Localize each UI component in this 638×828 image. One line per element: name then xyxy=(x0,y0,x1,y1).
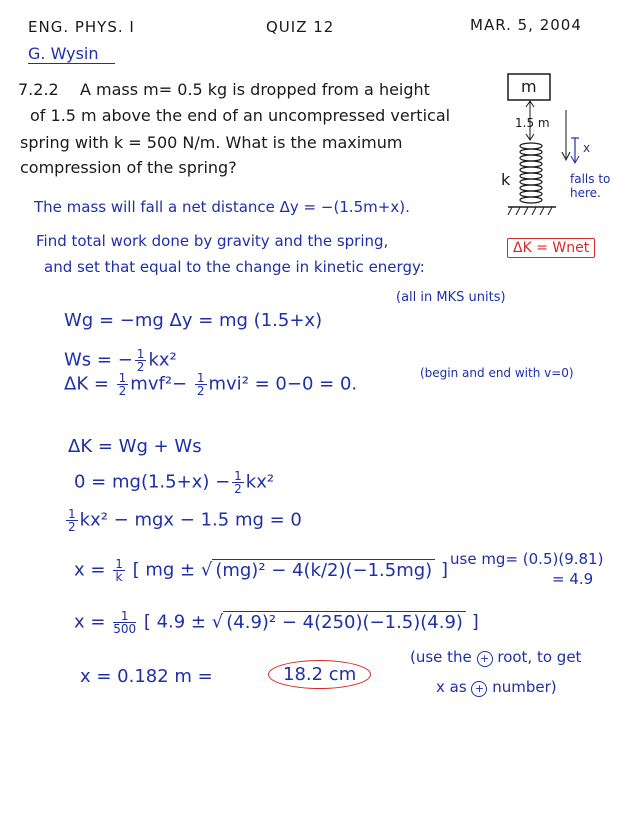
final-note-line-2: x as + number) xyxy=(436,678,557,696)
falls-note: falls to here. xyxy=(570,172,611,200)
problem-line-3: spring with k = 500 N/m. What is the maximum xyxy=(20,133,403,152)
height-label: 1.5 m xyxy=(515,116,550,130)
author-name: G. Wysin xyxy=(28,44,115,64)
k-label: k xyxy=(501,170,511,189)
problem-number: 7.2.2 xyxy=(18,80,59,99)
solution-line-3: and set that equal to the change in kinetic energy: xyxy=(44,258,425,276)
units-note: (all in MKS units) xyxy=(396,290,506,305)
final-note-line-1: (use the + root, to get xyxy=(410,648,582,666)
quadratic-formula-eq: x = $\frac{1}{k}$ [ mg ± √ (mg)² − 4(k/2)(−1.5mg) ] xyxy=(74,557,448,584)
date: MAR. 5, 2004 xyxy=(470,16,582,34)
problem-line-1: A mass m= 0.5 kg is dropped from a height xyxy=(80,80,430,99)
kinetic-energy-eq: ΔK = $\frac{1}{2}$ mvf²− $\frac{1}{2}$ mvi² = 0−0 = 0. xyxy=(64,371,358,398)
rest-note: (begin and end with v=0) xyxy=(420,366,574,380)
floor-hatch xyxy=(508,207,552,215)
quiz-title: QUIZ 12 xyxy=(266,18,335,36)
final-answer: 18.2 cm xyxy=(268,660,371,689)
mg-note: use mg= (0.5)(9.81) xyxy=(450,550,604,568)
numeric-formula-eq: x = $\frac{1}{500}$ [ 4.9 ± √ (4.9)² − 4(250)(−1.5)(4.9) ] xyxy=(74,609,479,636)
course-title: ENG. PHYS. I xyxy=(28,18,135,36)
mass-label: m xyxy=(521,77,537,96)
zero-eq: 0 = mg(1.5+x) − $\frac{1}{2}$ kx² xyxy=(74,469,275,496)
work-energy-theorem: ΔK = Wnet xyxy=(507,238,595,258)
x-label: x xyxy=(583,141,591,155)
solution-line-2: Find total work done by gravity and the spring, xyxy=(36,232,389,250)
energy-balance-eq: ΔK = Wg + Ws xyxy=(68,436,202,457)
spring-coils xyxy=(520,143,542,203)
spring-work-eq: Ws = − $\frac{1}{2}$ kx² xyxy=(64,347,177,374)
mg-value: = 4.9 xyxy=(552,570,594,588)
result-eq: x = 0.182 m = xyxy=(80,666,213,687)
plus-circle-icon: + xyxy=(471,681,487,697)
solution-line-1: The mass will fall a net distance Δy = −(1.5m+x). xyxy=(34,198,410,216)
quadratic-eq: $\frac{1}{2}$ kx² − mgx − 1.5 mg = 0 xyxy=(68,507,302,534)
gravity-work-eq: Wg = −mg Δy = mg (1.5+x) xyxy=(64,310,323,331)
plus-circle-icon: + xyxy=(477,651,493,667)
problem-line-2: of 1.5 m above the end of an uncompressed vertical xyxy=(30,106,451,125)
problem-line-4: compression of the spring? xyxy=(20,158,237,177)
